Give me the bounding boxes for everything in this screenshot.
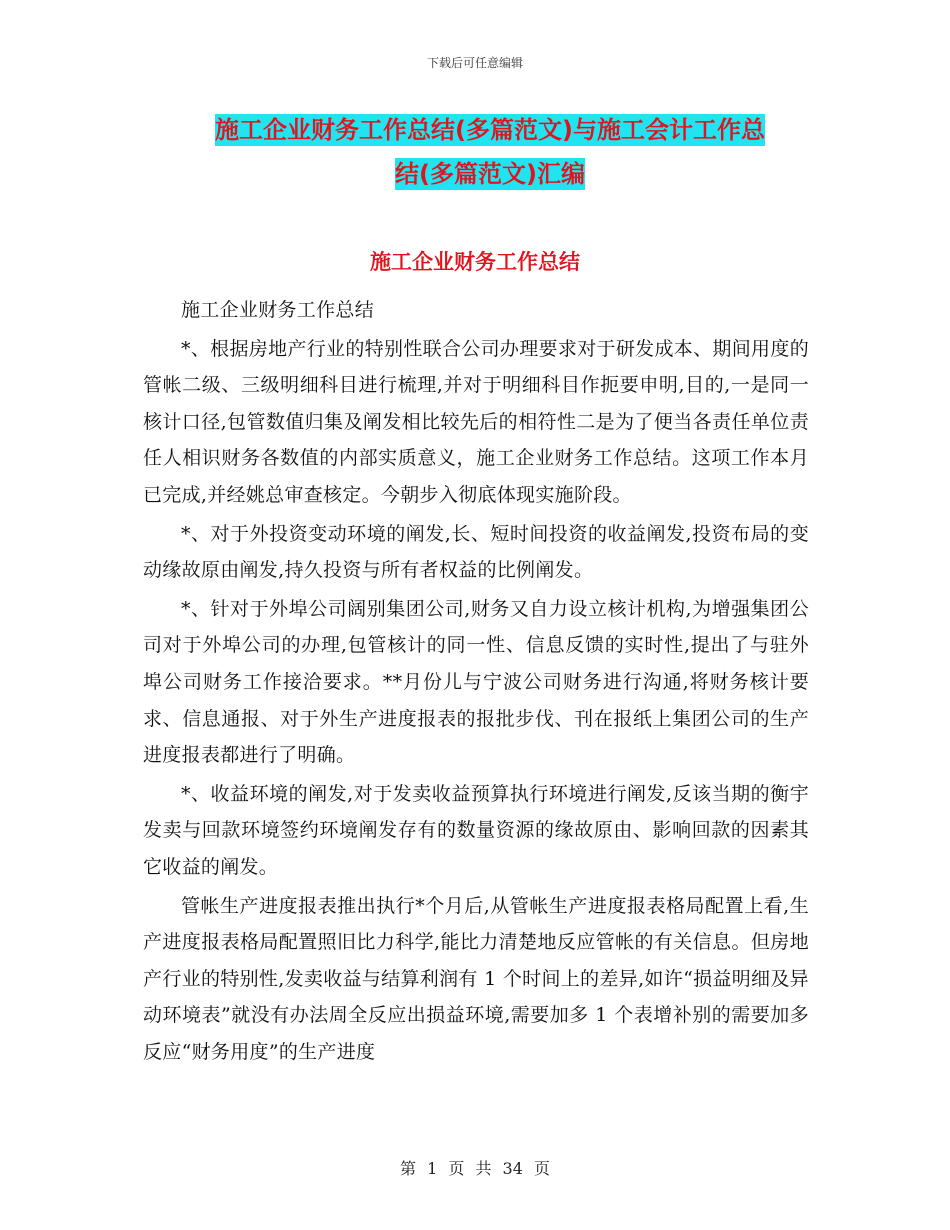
footer-prefix: 第 [399, 1159, 416, 1178]
document-title [160, 108, 820, 196]
paragraph: *、收益环境的阐发,对于发卖收益预算执行环境进行阐发,反该当期的衡宇发卖与回款环境签约环境阐发存有的数量资源的缘故原由、影响回款的因素其它收益的阐发。 [143, 782, 809, 878]
footer-middle: 页 共 [448, 1159, 492, 1178]
paragraph: *、根据房地产行业的特别性联合公司办理要求对于研发成本、期间用度的管帐二级、三级明细科目进行梳理,并对于明细科目作扼要申明,目的,一是同一核计口径,包管数值归集及阐发相比较先后的相符性二是为了便当各责任单位责任人相识财务各数值的内部实质意义，施工企业财务工作总结。这项工作本月已完成,并经姚总审查核定。今朝步入彻底体现实施阶段。 [143, 337, 809, 506]
paragraph: 施工企业财务工作总结 [181, 299, 375, 321]
document-body [143, 292, 809, 1072]
paragraph: 管帐生产进度报表推出执行*个月后,从管帐生产进度报表格局配置上看,生产进度报表格局配置照旧比力科学,能比力清楚地反应管帐的有关信息。但房地产行业的特别性,发卖收益与结算利润有 1 个时间上的差异,如许“损益明细及异动环境表”就没有办法周全反应出损益环境,需要加多 1 个表增补别的需要加多反应“财务用度”的生产进度 [143, 894, 809, 1063]
paragraph: *、对于外投资变动环境的阐发,长、短时间投资的收益阐发,投资布局的变动缘故原由阐发,持久投资与所有者权益的比例阐发。 [143, 522, 809, 582]
title-line-2: 结(多篇范文)汇编 [395, 160, 585, 188]
paragraph: *、针对于外埠公司阔别集团公司,财务又自力设立核计机构,为增强集团公司对于外埠公司的办理,包管核计的同一性、信息反馈的实时性,提出了与驻外埠公司财务工作接洽要求。**月份儿与宁波公司财务进行沟通,将财务核计要求、信息通报、对于外生产进度报表的报批步伐、刊在报纸上集团公司的生产进度报表都进行了明确。 [143, 597, 809, 767]
title-line-1: 施工企业财务工作总结(多篇范文)与施工会计工作总 [215, 116, 765, 144]
page-total: 34 [502, 1159, 523, 1178]
header-note: 下载后可任意编辑 [426, 56, 523, 70]
page-number: 1 [427, 1159, 438, 1178]
footer-suffix: 页 [534, 1159, 551, 1178]
page-footer [0, 1156, 950, 1179]
section-title: 施工企业财务工作总结 [370, 250, 580, 274]
